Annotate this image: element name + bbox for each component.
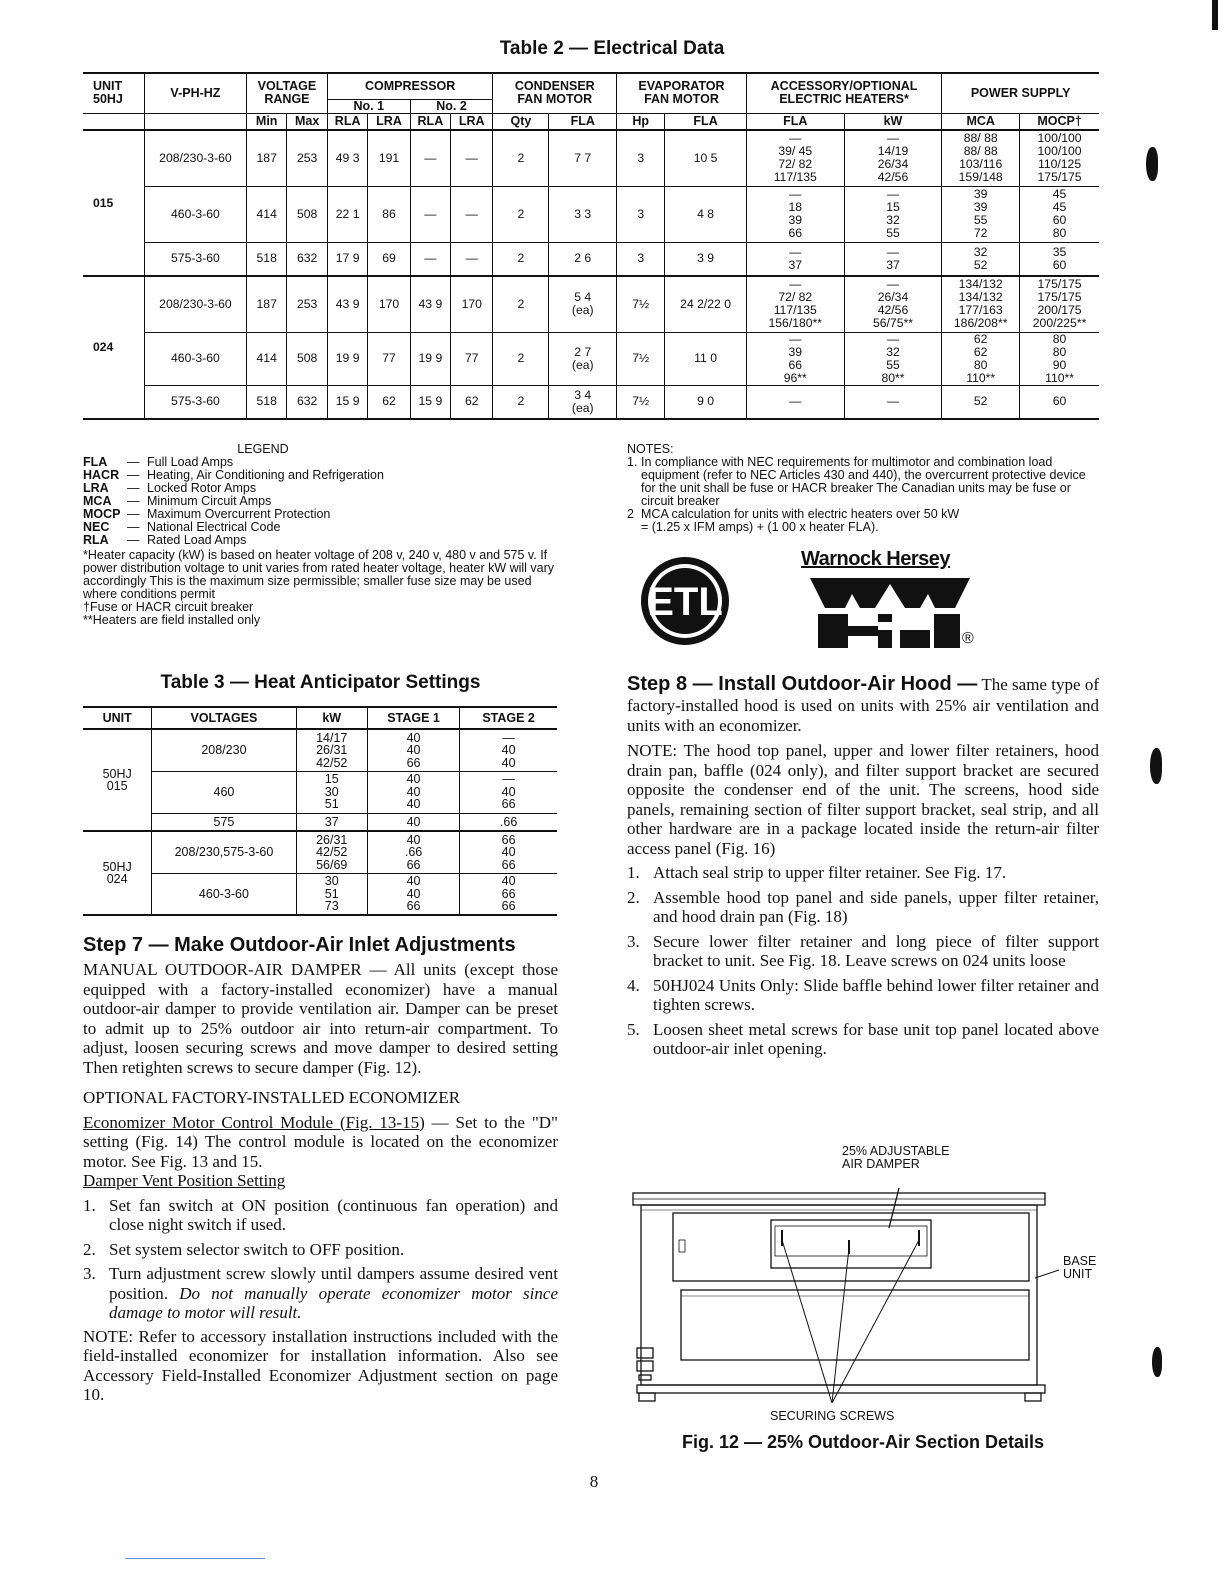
cell-rla1: 43 9: [327, 276, 367, 332]
cell-kw: — 37: [844, 242, 942, 276]
cell-max: 253: [287, 276, 328, 332]
list-item: [83, 1196, 558, 1235]
cell-v: 460-3-60: [144, 332, 246, 385]
cell-rla2: 15 9: [410, 385, 450, 419]
legend-dash: —: [127, 468, 140, 482]
step8-intro-paragraph: [627, 673, 1099, 735]
t3-cell-s2: — 40 66: [460, 771, 557, 813]
t3-cell-voltage: 208/230: [152, 729, 296, 771]
list-number: 3.: [627, 931, 640, 951]
t3-cell-s2: — 40 40: [460, 729, 557, 771]
cell-qty: 2: [493, 276, 549, 332]
note-text: MCA calculation for units with electric heaters over 50 kW = (1.25 x IFM amps) + (1 00 x heater FLA).: [641, 507, 960, 534]
cell-hp: 3: [617, 130, 665, 186]
bottom-rule: [125, 1558, 265, 1559]
cell-max: 508: [287, 186, 328, 242]
legend-abbr: HACR: [83, 468, 120, 482]
t3-header: STAGE 1: [367, 707, 459, 729]
cell-v: 460-3-60: [144, 186, 246, 242]
manual-damper-paragraph: [83, 960, 558, 1077]
step7-note: NOTE: Refer to accessory installation instructions included with the field-installed economizer for installation information. Also see Accessory Field-Installed Economizer Adjustment section on page 10.: [83, 1326, 558, 1404]
cell-mocp: 100/100 100/100 110/125 175/175: [1020, 130, 1099, 186]
t3-cell-voltage: 460: [152, 771, 296, 813]
cell-mca: 134/132 134/132 177/163 186/208**: [942, 276, 1020, 332]
cell-mca: 32 52: [942, 242, 1020, 276]
list-text: Assemble hood top panel and side panels, upper filter retainer, and hood drain pan (Fig. 18): [653, 887, 1099, 926]
cell-mocp: 35 60: [1020, 242, 1099, 276]
legend-footnote: *Heater capacity (kW) is based on heater voltage of 208 v, 240 v, 480 v and 575 v. If power distribution voltage to unit varies from rated heater voltage, heater kW will vary accordingly This is the maximum size permissible; smaller fuse size may be used where conditions permit: [83, 548, 555, 601]
th-min: Min: [246, 113, 286, 130]
cell-hp: 7½: [617, 385, 665, 419]
list-number: 1.: [83, 1195, 96, 1215]
step8-intro-text: The same type of factory-installed hood is used on units with 25% air ventilation and units with an economizer.: [627, 675, 1100, 735]
cell-lra2: 62: [451, 385, 493, 419]
th-no2: No. 2: [410, 99, 493, 113]
table-row: [83, 813, 557, 831]
cell-qty: 2: [493, 242, 549, 276]
list-item: [627, 932, 1099, 971]
list-number: 2.: [83, 1239, 96, 1259]
cell-lra2: —: [451, 130, 493, 186]
cell-lra1: 62: [368, 385, 410, 419]
list-text: Secure lower filter retainer and long piece of filter support bracket to unit. See Fig. 18. Leave screws on 024 units loose: [653, 931, 1099, 970]
damper-label: 25% ADJUSTABLE AIR DAMPER: [842, 1144, 950, 1171]
t3-header: STAGE 2: [460, 707, 557, 729]
cell-hp: 3: [617, 242, 665, 276]
th-rla2: RLA: [410, 113, 450, 130]
cell-mca: 52: [942, 385, 1020, 419]
legend-text: Minimum Circuit Amps: [147, 494, 272, 508]
page-number: 8: [589, 1472, 599, 1491]
th-evap-fla: FLA: [665, 113, 746, 130]
cell-efla: 9 0: [665, 385, 746, 419]
legend-abbr: LRA: [83, 481, 109, 495]
cell-lra2: —: [451, 186, 493, 242]
cell-hfla: —: [746, 385, 844, 419]
cell-hfla: — 72/ 82 117/135 156/180**: [746, 276, 844, 332]
cell-kw: — 15 32 55: [844, 186, 942, 242]
legend-text: Heating, Air Conditioning and Refrigeration: [147, 468, 384, 482]
cell-efla: 11 0: [665, 332, 746, 385]
step7-section: [83, 934, 558, 1405]
legend-text: National Electrical Code: [147, 520, 281, 534]
cell-hfla: — 39 66 96**: [746, 332, 844, 385]
list-text: Set system selector switch to OFF position.: [109, 1239, 405, 1259]
t3-header: kW: [296, 707, 367, 729]
t3-cell-voltage: 575: [152, 813, 296, 831]
th-max: Max: [287, 113, 328, 130]
cell-rla1: 15 9: [327, 385, 367, 419]
cell-kw: —: [844, 385, 942, 419]
list-text: Loosen sheet metal screws for base unit top panel located above outdoor-air inlet opening.: [653, 1019, 1099, 1058]
cell-lra2: 77: [451, 332, 493, 385]
list-number: 1.: [627, 863, 640, 882]
cell-v: 575-3-60: [144, 385, 246, 419]
th-accessory: ACCESSORY/OPTIONAL ELECTRIC HEATERS*: [746, 73, 941, 113]
table-row: [83, 242, 1099, 276]
emcm-paragraph: [83, 1113, 558, 1172]
step8-note: NOTE: The hood top panel, upper and lower filter retainers, hood drain pan, baffle (024 only), and filter support bracket are secured opposite the condenser end of the unit. The screens, hood side panels, remaining section of filter support bracket, seal strip, and all other hardware are in a package located inside the return-air filter access panel (Fig. 16): [627, 741, 1099, 858]
legend-title: LEGEND: [237, 442, 289, 456]
cell-kw: — 32 55 80**: [844, 332, 942, 385]
legend-dash: —: [127, 494, 140, 508]
cell-hfla: — 37: [746, 242, 844, 276]
cell-max: 632: [287, 385, 328, 419]
list-text: Turn adjustment screw slowly until dampers assume desired vent position.: [109, 1264, 558, 1303]
cell-lra1: 77: [368, 332, 410, 385]
table-row: [83, 130, 1099, 186]
list-text-wrap: [109, 1240, 404, 1260]
th-compressor: COMPRESSOR: [327, 73, 492, 99]
legend-text: Maximum Overcurrent Protection: [147, 507, 331, 521]
legend-text: Locked Rotor Amps: [147, 481, 257, 495]
th-heater-fla: FLA: [746, 113, 844, 130]
note-number: 1.: [627, 455, 638, 469]
cell-mca: 62 62 80 110**: [942, 332, 1020, 385]
cell-v: 208/230-3-60: [144, 130, 246, 186]
th-rla1: RLA: [327, 113, 367, 130]
cell-kw: — 26/34 42/56 56/75**: [844, 276, 942, 332]
list-text: Attach seal strip to upper filter retainer. See Fig. 17.: [653, 863, 1007, 882]
cell-min: 187: [246, 130, 286, 186]
th-condenser: CONDENSER FAN MOTOR: [493, 73, 617, 113]
cell-qty: 2: [493, 332, 549, 385]
legend-dash: —: [127, 520, 140, 534]
cell-hp: 3: [617, 186, 665, 242]
cell-min: 414: [246, 332, 286, 385]
cell-hfla: — 39/ 45 72/ 82 117/135: [746, 130, 844, 186]
notes-title: NOTES:: [627, 442, 674, 456]
cell-rla1: 19 9: [327, 332, 367, 385]
cell-cfla: 7 7: [549, 130, 617, 186]
optional-economizer-heading: OPTIONAL FACTORY-INSTALLED ECONOMIZER: [83, 1088, 461, 1107]
note-text: In compliance with NEC requirements for multimotor and combination load equipment (refer to NEC Articles 430 and 440), the overcurrent protective device for the unit shall be fuse or HACR breaker The Canadian units may be fuse or circuit breaker: [641, 455, 1086, 508]
cell-lra1: 191: [368, 130, 410, 186]
list-item: [627, 863, 1099, 883]
th-no1: No. 1: [327, 99, 410, 113]
list-number: 4.: [627, 975, 640, 995]
cell-rla1: 49 3: [327, 130, 367, 186]
note-number: 2: [627, 507, 634, 521]
cell-v: 208/230-3-60: [144, 276, 246, 332]
cell-mocp: 45 45 60 80: [1020, 186, 1099, 242]
cell-max: 632: [287, 242, 328, 276]
cell-efla: 3 9: [665, 242, 746, 276]
cell-hfla: — 18 39 66: [746, 186, 844, 242]
legend-abbr: MCA: [83, 494, 112, 508]
legend-text: Full Load Amps: [147, 455, 234, 469]
list-item: [627, 1020, 1099, 1059]
cell-qty: 2: [493, 186, 549, 242]
cell-mocp: 175/175 175/175 200/175 200/225**: [1020, 276, 1099, 332]
cell-lra1: 170: [368, 276, 410, 332]
heat-anticipator-table: [83, 706, 557, 916]
notes: [627, 443, 1102, 534]
damper-vent-position-label: Damper Vent Position Setting: [83, 1171, 286, 1190]
margin-mark: [1152, 1347, 1162, 1377]
t3-header: UNIT: [83, 707, 152, 729]
etl-logo-text: ETL: [647, 580, 723, 624]
cell-qty: 2: [493, 385, 549, 419]
legend: [83, 443, 563, 627]
list-number: 2.: [627, 887, 640, 907]
cell-rla2: 19 9: [410, 332, 450, 385]
unit-cell: 015: [83, 130, 144, 276]
cell-rla2: —: [410, 130, 450, 186]
th-hp: Hp: [617, 113, 665, 130]
cell-mocp: 60: [1020, 385, 1099, 419]
cell-qty: 2: [493, 130, 549, 186]
legend-abbr: NEC: [83, 520, 110, 534]
outdoor-air-section-diagram: [627, 1168, 1087, 1413]
t3-cell-s1: 40 40 66: [367, 729, 459, 771]
cell-cfla: 2 6: [549, 242, 617, 276]
th-voltage-range: VOLTAGE RANGE: [246, 73, 327, 113]
cell-rla2: 43 9: [410, 276, 450, 332]
margin-mark: [1212, 0, 1218, 30]
t3-cell-voltage: 460-3-60: [152, 873, 296, 915]
cell-mca: 39 39 55 72: [942, 186, 1020, 242]
emcm-text: — Set to the "D" setting (Fig. 14) The control module is located on the economizer motor. See Fig. 13 and 15.: [83, 1112, 558, 1171]
cell-hp: 7½: [617, 276, 665, 332]
table-row: [83, 332, 1099, 385]
cell-cfla: 2 7 (ea): [549, 332, 617, 385]
th-unit: UNIT 50HJ: [83, 73, 144, 113]
th-lra1: LRA: [368, 113, 410, 130]
t3-cell-s1: 40 .66 66: [367, 831, 459, 873]
cell-efla: 10 5: [665, 130, 746, 186]
table-row: [83, 186, 1099, 242]
manual-damper-text: All units (except those equipped with a factory-installed economizer) have a manual outdoor-air damper to provide ventilation air. Damper can be preset to admit up to 25% outdoor air into return-air compartment. To adjust, loosen securing screws and move damper to desired setting Then retighten screws to secure damper (Fig. 12).: [83, 960, 559, 1077]
margin-mark: [1146, 147, 1158, 181]
table-row: [83, 831, 557, 873]
cell-rla1: 17 9: [327, 242, 367, 276]
legend-footnote: †Fuse or HACR circuit breaker: [83, 600, 254, 614]
legend-abbr: FLA: [83, 455, 108, 469]
cell-lra2: 170: [451, 276, 493, 332]
list-item: [83, 1240, 558, 1260]
cell-mocp: 80 80 90 110**: [1020, 332, 1099, 385]
th-vphhz: V-PH-HZ: [144, 73, 246, 113]
step8-section: [627, 673, 1099, 1059]
legend-abbr: RLA: [83, 533, 109, 547]
margin-mark: [1150, 748, 1162, 784]
cell-rla1: 22 1: [327, 186, 367, 242]
legend-item: [83, 534, 563, 547]
cell-max: 253: [287, 130, 328, 186]
step7-heading: Step 7 — Make Outdoor-Air Inlet Adjustments: [83, 934, 516, 956]
legend-text: Rated Load Amps: [147, 533, 247, 547]
manual-damper-label: MANUAL OUTDOOR-AIR DAMPER —: [83, 960, 387, 979]
legend-footnote: **Heaters are field installed only: [83, 613, 261, 627]
legend-dash: —: [127, 507, 140, 521]
registered-mark: ®: [962, 630, 974, 647]
warnock-hersey-label: Warnock Hersey: [801, 548, 950, 570]
note-item: [627, 456, 1102, 508]
table3-title: Table 3 — Heat Anticipator Settings: [160, 672, 481, 693]
table2-title: Table 2 — Electrical Data: [499, 38, 725, 59]
etl-logo: [624, 553, 746, 653]
th-power-supply: POWER SUPPLY: [942, 73, 1099, 113]
legend-abbr: MOCP: [83, 507, 121, 521]
table-row: [83, 873, 557, 915]
th-qty: Qty: [493, 113, 549, 130]
t3-cell-s2: .66: [460, 813, 557, 831]
table-row: [83, 729, 557, 771]
cell-cfla: 5 4 (ea): [549, 276, 617, 332]
t3-cell-s2: 40 66 66: [460, 873, 557, 915]
cell-min: 187: [246, 276, 286, 332]
legend-dash: —: [127, 455, 140, 469]
electrical-data-table: [83, 72, 1099, 420]
step8-heading: Step 8 — Install Outdoor-Air Hood —: [627, 673, 978, 695]
cell-rla2: —: [410, 186, 450, 242]
t3-cell-s1: 40: [367, 813, 459, 831]
table-row: [83, 771, 557, 813]
list-item: [627, 888, 1099, 927]
list-number: 3.: [83, 1264, 96, 1283]
cell-kw: — 14/19 26/34 42/56: [844, 130, 942, 186]
list-text-wrap: [109, 1264, 558, 1323]
securing-screws-label: SECURING SCREWS: [770, 1409, 895, 1423]
cell-hp: 7½: [617, 332, 665, 385]
list-item: [627, 976, 1099, 1015]
table-row: [83, 276, 1099, 332]
t3-cell-kw: 15 30 51: [296, 771, 367, 813]
cell-min: 414: [246, 186, 286, 242]
cell-efla: 24 2/22 0: [665, 276, 746, 332]
cell-v: 575-3-60: [144, 242, 246, 276]
th-kw: kW: [844, 113, 942, 130]
figure-caption: Fig. 12 — 25% Outdoor-Air Section Details: [681, 1432, 1045, 1452]
cell-max: 508: [287, 332, 328, 385]
base-unit-label: BASE UNIT: [1063, 1254, 1097, 1281]
th-lra2: LRA: [451, 113, 493, 130]
t3-cell-s2: 66 40 66: [460, 831, 557, 873]
t3-cell-kw: 26/31 42/52 56/69: [296, 831, 367, 873]
table-row: [83, 385, 1099, 419]
note-item: [627, 508, 1102, 534]
list-warning: Do not manually operate economizer motor since damage to motor will result.: [109, 1283, 558, 1322]
unit-cell: 024: [83, 276, 144, 419]
cell-lra1: 69: [368, 242, 410, 276]
cell-lra2: —: [451, 242, 493, 276]
cell-cfla: 3 3: [549, 186, 617, 242]
th-mca: MCA: [942, 113, 1020, 130]
t3-cell-s1: 40 40 40: [367, 771, 459, 813]
th-mocp: MOCP†: [1020, 113, 1099, 130]
cell-min: 518: [246, 242, 286, 276]
list-text: Set fan switch at ON position (continuous fan operation) and close night switch if used.: [109, 1195, 558, 1234]
list-text-wrap: [109, 1196, 558, 1235]
t3-cell-voltage: 208/230,575-3-60: [152, 831, 296, 873]
cell-mca: 88/ 88 88/ 88 103/116 159/148: [942, 130, 1020, 186]
list-item: [83, 1264, 558, 1323]
legend-dash: —: [127, 533, 140, 547]
cell-lra1: 86: [368, 186, 410, 242]
th-cond-fla: FLA: [549, 113, 617, 130]
cell-efla: 4 8: [665, 186, 746, 242]
emcm-label: Economizer Motor Control Module (Fig. 13-15): [83, 1112, 425, 1132]
t3-cell-kw: 14/17 26/31 42/52: [296, 729, 367, 771]
t3-unit: 50HJ 024: [83, 831, 152, 915]
t3-cell-kw: 37: [296, 813, 367, 831]
t3-cell-kw: 30 51 73: [296, 873, 367, 915]
list-number: 5.: [627, 1019, 640, 1039]
cell-rla2: —: [410, 242, 450, 276]
list-text: 50HJ024 Units Only: Slide baffle behind lower filter retainer and tighten screws.: [653, 975, 1099, 1014]
t3-cell-s1: 40 40 66: [367, 873, 459, 915]
cell-min: 518: [246, 385, 286, 419]
cell-cfla: 3 4 (ea): [549, 385, 617, 419]
legend-dash: —: [127, 481, 140, 495]
t3-unit: 50HJ 015: [83, 729, 152, 831]
th-evaporator: EVAPORATOR FAN MOTOR: [617, 73, 747, 113]
t3-header: VOLTAGES: [152, 707, 296, 729]
